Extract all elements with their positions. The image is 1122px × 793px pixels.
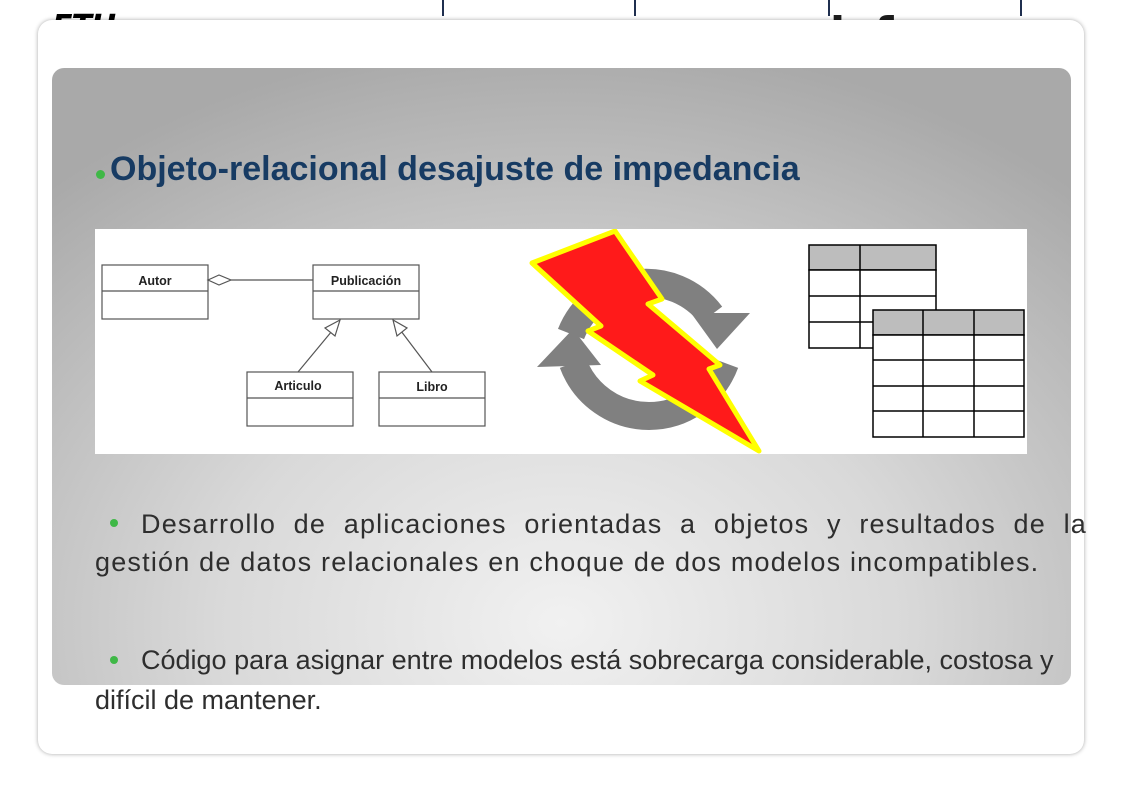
diagram-svg	[95, 229, 1027, 454]
header-divider	[442, 0, 444, 16]
bullet-paragraph-2	[95, 640, 1055, 720]
bullet-paragraph-2-text: Código para asignar entre modelos está sobrecarga considerable, costosa y difícil de mantener.	[95, 645, 1054, 715]
impedance-mismatch-diagram	[95, 229, 1027, 454]
uml-class-libro-label: Libro	[416, 380, 448, 394]
header-divider	[634, 0, 636, 16]
bullet-paragraph-1	[95, 505, 1087, 581]
title-bullet	[96, 170, 105, 179]
uml-class-publicacion-label: Publicación	[330, 274, 402, 288]
slide-title: Objeto-relacional desajuste de impedancia	[110, 150, 800, 188]
uml-class-articulo-label: Articulo	[274, 379, 322, 393]
header-divider	[1020, 0, 1022, 16]
bullet-paragraph-1-text: Desarrollo de aplicaciones orientadas a objetos y resultados de la gestión de datos relacionales en choque de dos modelos incompatibles.	[95, 509, 1087, 577]
database-table-icon	[873, 310, 1024, 437]
uml-inheritance	[298, 320, 432, 372]
uml-class-autor-label: Autor	[138, 274, 172, 288]
uml-aggregation	[208, 275, 313, 285]
